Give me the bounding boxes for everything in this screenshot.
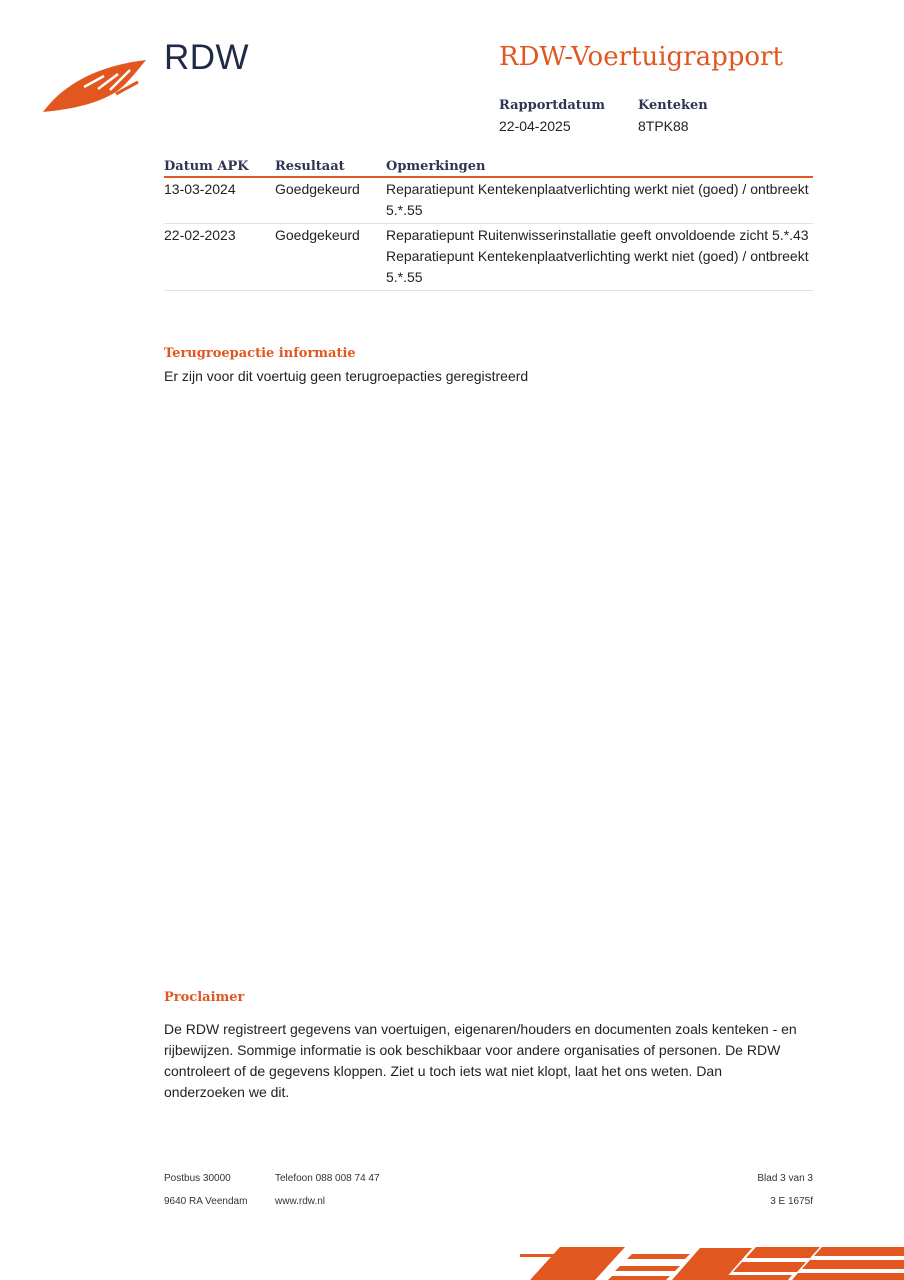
remark-line: Reparatiepunt Kentekenplaatverlichting werkt niet (goed) / ontbreekt 5.*.55 (386, 248, 809, 285)
report-date-value: 22-04-2025 (499, 118, 571, 134)
apk-remarks-cell (386, 177, 813, 224)
column-header-remarks: Opmerkingen (386, 158, 813, 177)
remark-line: Reparatiepunt Ruitenwisserinstallatie geeft onvoldoende zicht 5.*.43 (386, 227, 809, 243)
license-plate-value: 8TPK88 (638, 118, 689, 134)
column-header-result: Resultaat (275, 158, 386, 177)
table-row (164, 224, 813, 291)
report-title: RDW-Voertuigrapport (499, 42, 783, 72)
footer-phone: Telefoon 088 008 74 47 (275, 1173, 380, 1184)
license-plate-label: Kenteken (638, 98, 708, 113)
brand-name: RDW (164, 38, 250, 77)
proclaimer-heading: Proclaimer (164, 990, 245, 1005)
apk-date-cell: 22-02-2023 (164, 224, 275, 291)
footer-postbus: Postbus 30000 (164, 1173, 231, 1184)
footer-city: 9640 RA Veendam (164, 1196, 248, 1207)
apk-result-cell: Goedgekeurd (275, 177, 386, 224)
apk-remarks-cell (386, 224, 813, 291)
recall-heading: Terugroepactie informatie (164, 346, 356, 361)
recall-text: Er zijn voor dit voertuig geen terugroepacties geregistreerd (164, 368, 529, 384)
apk-history-table (164, 158, 813, 291)
apk-result-cell: Goedgekeurd (275, 224, 386, 291)
table-row (164, 177, 813, 224)
apk-date-cell: 13-03-2024 (164, 177, 275, 224)
rdw-wing-logo-icon (40, 56, 150, 116)
column-header-date: Datum APK (164, 158, 275, 177)
footer-website[interactable]: www.rdw.nl (275, 1196, 326, 1207)
footer-page-number: Blad 3 van 3 (757, 1173, 813, 1184)
table-header-row (164, 158, 813, 177)
report-date-label: Rapportdatum (499, 98, 605, 113)
remark-line: Reparatiepunt Kentekenplaatverlichting werkt niet (goed) / ontbreekt 5.*.55 (386, 181, 809, 218)
footer-document-code: 3 E 1675f (770, 1196, 813, 1207)
road-stripes-icon (520, 1244, 904, 1280)
proclaimer-text: De RDW registreert gegevens van voertuigen, eigenaren/houders en documenten zoals kenteken - en rijbewijzen. Sommige informatie is ook beschikbaar voor andere organisaties of personen. De RDW controleert of de gegevens kloppen. Ziet u toch iets wat niet klopt, laat het ons weten. Dan onderzoeken we dit. (164, 1021, 797, 1100)
